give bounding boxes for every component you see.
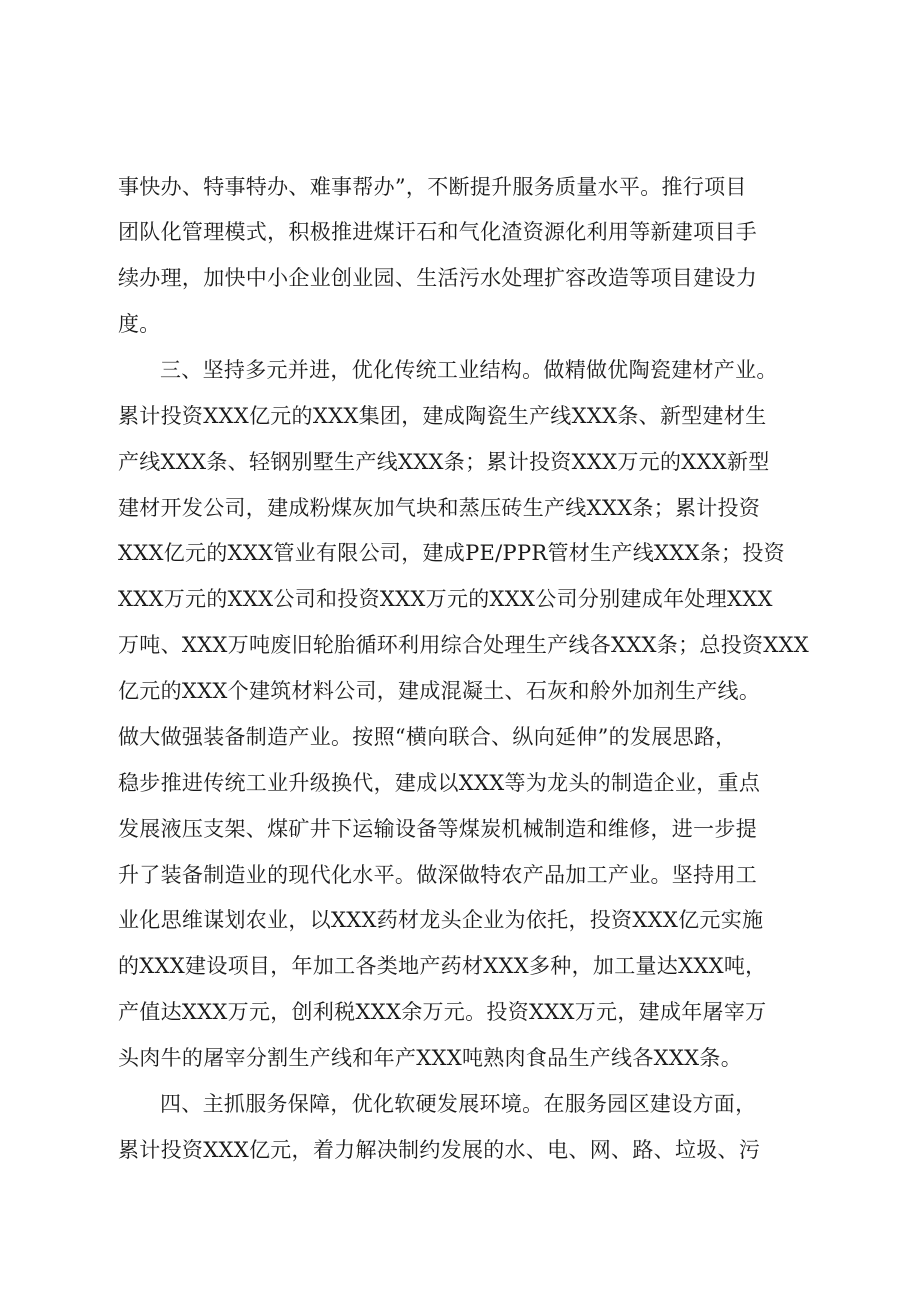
text-line: XXX万元的XXX公司和投资XXX万元的XXX公司分别建成年处理XXX	[118, 587, 773, 611]
text-line: 稳步推进传统工业升级换代，建成以XXX等为龙头的制造企业，重点	[118, 771, 761, 795]
text-line: 事快办、特事特办、难事帮办”，不断提升服务质量水平。推行项目	[118, 175, 747, 199]
paragraph-heading-4: 四、主抓服务保障，优化软硬发展环境。在服务园区建设方面，	[160, 1092, 757, 1116]
text-line: 亿元的XXX个建筑材料公司，建成混凝土、石灰和舲外加剂生产线。	[118, 679, 761, 703]
text-line: 发展液压支架、煤矿井下运输设备等煤炭机械制造和维修，进一步提	[118, 817, 757, 841]
text-line: 产值达XXX万元，创利税XXX余万元。投资XXX万元，建成年屠宰万	[118, 1000, 767, 1024]
text-line: 累计投资XXX亿元，着力解决制约发展的水、电、网、路、垃圾、污	[118, 1138, 761, 1162]
text-line: 团队化管理模式，积极推进煤讦石和气化渣资源化利用等新建项目手	[118, 220, 757, 244]
text-line: 建材开发公司，建成粉煤灰加气块和蒸压砖生产线XXX条；累计投资	[118, 496, 761, 520]
paragraph-heading-3: 三、坚持多元并进，优化传统工业结构。做精做优陶瓷建材产业。	[160, 358, 778, 382]
text-line: 产线XXX条、轻钢别墅生产线XXX条；累计投资XXX万元的XXX新型	[118, 450, 770, 474]
text-line: 累计投资XXX亿元的XXX集团，建成陶瓷生产线XXX条、新型建材生	[118, 404, 767, 428]
text-line: 续办理，加快中小企业创业园、生活污水处理扩容改造等项目建设力	[118, 266, 757, 290]
text-line: 业化思维谋划农业，以XXX药材龙头企业为依托，投资XXX亿元实施	[118, 908, 764, 932]
text-line: 做大做强装备制造产业。按照“横向联合、纵向延伸”的发展思路，	[118, 725, 737, 749]
text-line: 万吨、XXX万吨废旧轮胎循环利用综合处理生产线各XXX条；总投资XXX	[118, 633, 810, 657]
text-line: XXX亿元的XXX管业有限公司，建成PE/PPR管材生产线XXX条；投资	[118, 541, 785, 565]
text-line: 头肉牛的屠宰分割生产线和年产XXX吨熟肉食品生产线各XXX条。	[118, 1046, 742, 1070]
text-line: 度。	[118, 312, 161, 336]
text-line: 升了装备制造业的现代化水平。做深做特农产品加工产业。坚持用工	[118, 863, 757, 887]
text-line: 的XXX建设项目，年加工各类地产药材XXX多种，加工量达XXX吨，	[118, 954, 767, 978]
